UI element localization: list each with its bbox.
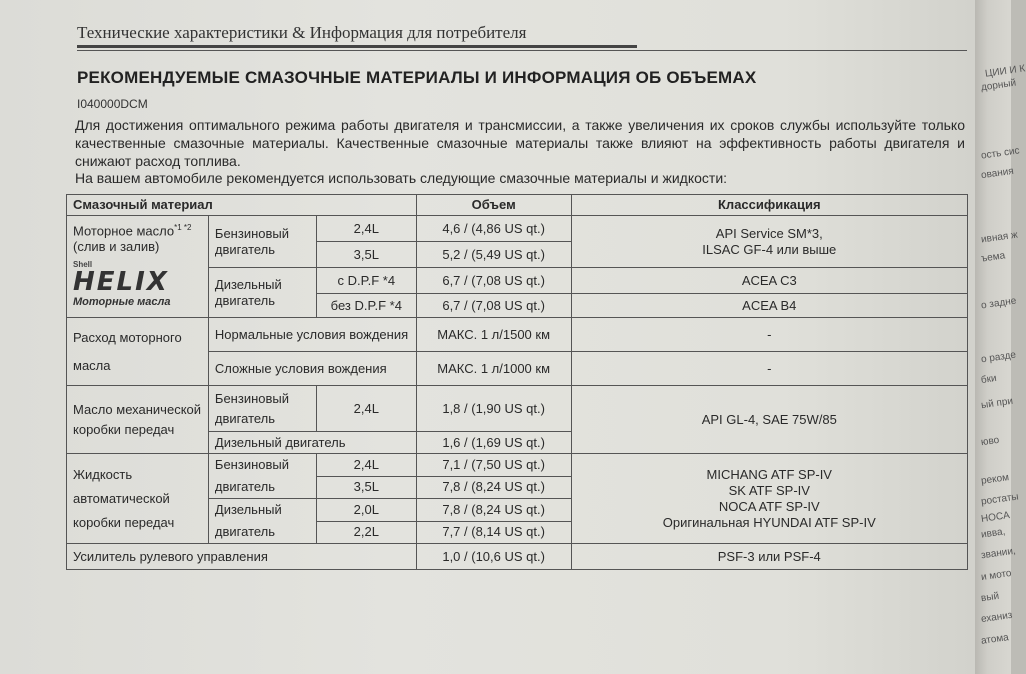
engine-oil-label2: (слив и залив) xyxy=(73,239,160,255)
engine-spec: 3,5L xyxy=(316,242,416,268)
header-underline xyxy=(77,45,637,48)
table-row xyxy=(67,216,968,242)
engine-petrol-class xyxy=(571,216,967,268)
document-code: I040000DCM xyxy=(77,97,148,111)
engine-petrol-label: Бензиновый двигатель xyxy=(208,216,316,268)
class-line: MICHANG ATF SP-IV xyxy=(706,466,832,482)
header-volume: Объем xyxy=(416,195,571,216)
fragment-text: бки xyxy=(980,372,998,387)
fragment-text: звании, xyxy=(980,545,1017,562)
manual-volume: 1,6 / (1,69 US qt.) xyxy=(416,432,571,454)
logo-sub: Моторные масла xyxy=(73,296,171,309)
engine-spec: без D.P.F *4 xyxy=(316,294,416,318)
fragment-text: и мото xyxy=(980,567,1013,584)
auto-petrol-label: Бензиновый двигатель xyxy=(208,454,316,499)
manual-spec: 2,4L xyxy=(316,386,416,432)
header-classification: Классификация xyxy=(571,195,967,216)
fragment-text: вый xyxy=(980,590,1000,605)
adjacent-page-edge xyxy=(975,0,1026,674)
engine-oil-cell xyxy=(67,216,209,318)
table-row xyxy=(67,318,968,352)
page-title: РЕКОМЕНДУЕМЫЕ СМАЗОЧНЫЕ МАТЕРИАЛЫ И ИНФОРМАЦИЯ ОБ ОБЪЕМАХ xyxy=(77,68,757,87)
table-row xyxy=(67,386,968,432)
consumption-volume: МАКС. 1 л/1500 км xyxy=(416,318,571,352)
class-line: API Service SM*3, xyxy=(715,225,823,241)
condition-label: Сложные условия вождения xyxy=(208,352,416,386)
steering-volume: 1,0 / (10,6 US qt.) xyxy=(416,544,571,570)
table-row xyxy=(67,544,968,570)
fragment-text: ростаты xyxy=(980,491,1020,508)
logo-word: HELIX xyxy=(73,267,169,298)
fragment-text: ивва, xyxy=(980,526,1007,541)
engine-volume: 6,7 / (7,08 US qt.) xyxy=(416,268,571,294)
engine-volume: 4,6 / (4,86 US qt.) xyxy=(416,216,571,242)
header-lubricant: Смазочный материал xyxy=(67,195,417,216)
fragment-text: о разде xyxy=(980,349,1017,366)
class-line: Оригинальная HYUNDAI ATF SP-IV xyxy=(662,514,876,530)
engine-oil-sup: *1 *2 xyxy=(174,223,192,232)
engine-diesel-label: Дизельный двигатель xyxy=(208,268,316,318)
recommend-text: На вашем автомобиле рекомендуется использовать следующие смазочные материалы и жидкости: xyxy=(75,170,728,186)
engine-volume: 5,2 / (5,49 US qt.) xyxy=(416,242,571,268)
auto-diesel-label: Дизельный двигатель xyxy=(208,499,316,544)
fragment-text: реком xyxy=(980,472,1010,487)
auto-volume: 7,1 / (7,50 US qt.) xyxy=(416,454,571,477)
shell-helix-logo xyxy=(73,261,202,308)
engine-volume: 6,7 / (7,08 US qt.) xyxy=(416,294,571,318)
fragment-text: атома xyxy=(980,632,1010,647)
manual-volume: 1,8 / (1,90 US qt.) xyxy=(416,386,571,432)
auto-spec: 2,0L xyxy=(316,499,416,522)
fragment-text: юво xyxy=(980,434,1000,449)
intro-paragraph: Для достижения оптимального режима работы двигателя и трансмиссии, а также увеличения их сроков службы используйте только качественные смазочные материалы. Качественные смазочные материалы также влияют на эффективность работы двигателя и снижают расход топлива. xyxy=(75,117,965,169)
fragment-text: ость сис xyxy=(980,145,1021,162)
auto-spec: 3,5L xyxy=(316,476,416,499)
engine-spec: с D.P.F *4 xyxy=(316,268,416,294)
manual-diesel-label: Дизельный двигатель xyxy=(208,432,416,454)
engine-oil-label: Моторное масло xyxy=(73,223,175,239)
fragment-text: о задне xyxy=(980,295,1017,312)
manual-label: Масло механической коробки передач xyxy=(67,386,209,454)
fragment-text: ый при xyxy=(980,395,1014,412)
fragment-text: ъема xyxy=(980,250,1006,265)
engine-spec: 2,4L xyxy=(316,216,416,242)
auto-spec: 2,4L xyxy=(316,454,416,477)
steering-class: PSF-3 или PSF-4 xyxy=(571,544,967,570)
automatic-label: Жидкость автоматической коробки передач xyxy=(67,454,209,544)
header-rule xyxy=(77,50,967,51)
table-row xyxy=(67,454,968,477)
table-header-row xyxy=(67,195,968,216)
class-line: NOCA ATF SP-IV xyxy=(718,498,820,514)
fragment-text: еханиз xyxy=(980,609,1014,626)
auto-spec: 2,2L xyxy=(316,521,416,544)
fragment-text: ЦИИ И К xyxy=(984,63,1026,80)
consumption-class: - xyxy=(571,352,967,386)
manual-class: API GL-4, SAE 75W/85 xyxy=(571,386,967,454)
fragment-text: ования xyxy=(980,165,1015,182)
consumption-class: - xyxy=(571,318,967,352)
fragment-text: дорный xyxy=(980,77,1017,94)
consumption-volume: МАКС. 1 л/1000 км xyxy=(416,352,571,386)
lubricants-table xyxy=(66,194,968,570)
condition-label: Нормальные условия вождения xyxy=(208,318,416,352)
oil-consumption-label: Расход моторного масла xyxy=(67,318,209,386)
section-header: Технические характеристики & Информация для потребителя xyxy=(77,23,527,42)
fragment-text: ивная ж xyxy=(980,229,1019,246)
manual-petrol-label: Бензиновый двигатель xyxy=(208,386,316,432)
steering-label: Усилитель рулевого управления xyxy=(67,544,417,570)
auto-volume: 7,7 / (8,14 US qt.) xyxy=(416,521,571,544)
auto-volume: 7,8 / (8,24 US qt.) xyxy=(416,499,571,522)
engine-dpf-class: ACEA C3 xyxy=(571,268,967,294)
logo-brand: Shell xyxy=(73,260,93,270)
fragment-text: HOCA xyxy=(980,510,1011,525)
auto-volume: 7,8 / (8,24 US qt.) xyxy=(416,476,571,499)
class-line: ILSAC GF-4 или выше xyxy=(702,241,837,257)
automatic-class xyxy=(571,454,967,544)
class-line: SK ATF SP-IV xyxy=(728,482,810,498)
engine-nodpf-class: ACEA B4 xyxy=(571,294,967,318)
